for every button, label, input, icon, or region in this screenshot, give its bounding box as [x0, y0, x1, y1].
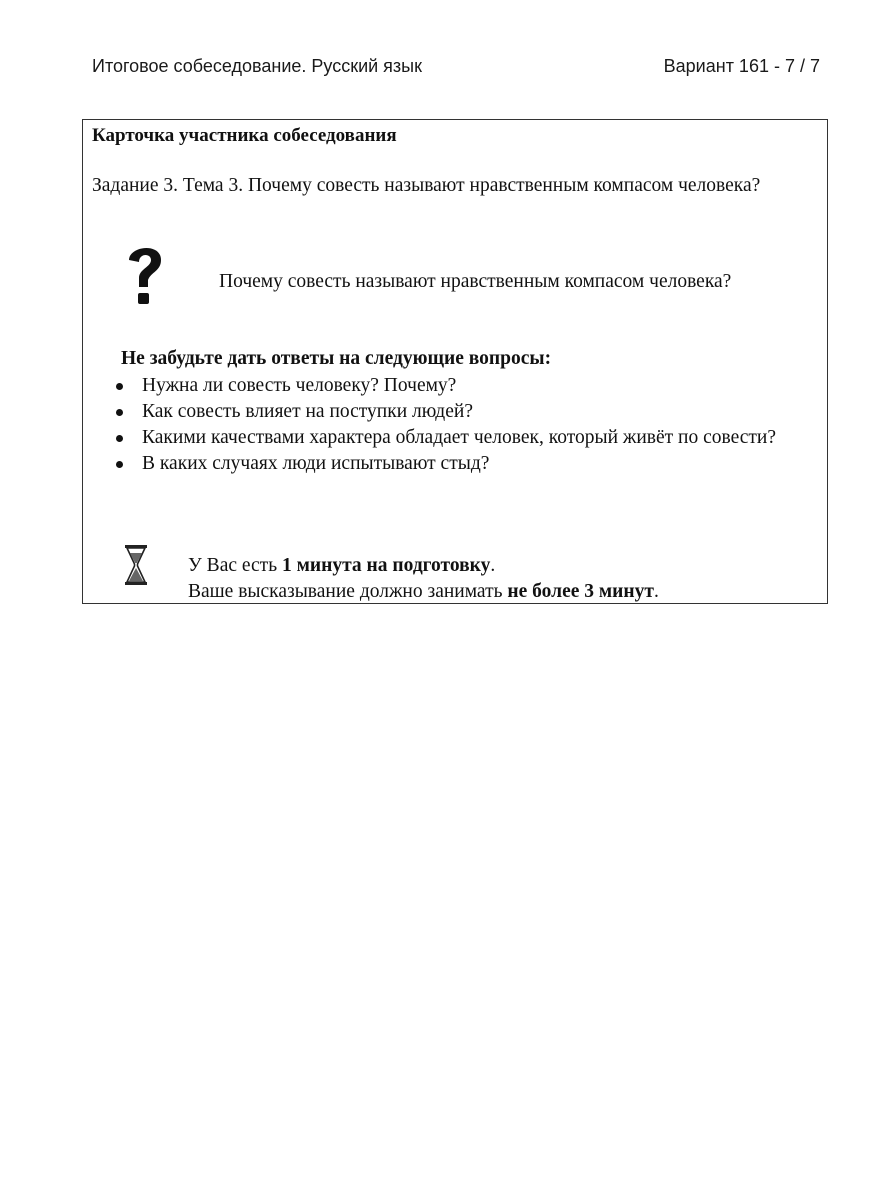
- variant-label: Вариант 161 - 7 / 7: [663, 56, 820, 76]
- bullet-icon: [116, 409, 123, 416]
- question-text: В каких случаях люди испытывают стыд?: [142, 453, 490, 474]
- prep-time: 1 минута на подготовку: [281, 555, 491, 576]
- bullet-icon: [116, 435, 123, 442]
- speech-prefix: Ваше высказывание должно занимать: [188, 581, 508, 602]
- list-item: [142, 399, 819, 425]
- bullet-icon: [116, 461, 123, 468]
- list-item: [142, 451, 819, 477]
- page-header: [92, 56, 820, 77]
- question-text: Как совесть влияет на поступки людей?: [142, 401, 473, 422]
- speech-time-line: [188, 579, 659, 605]
- exam-title: Итоговое собеседование. Русский язык: [92, 56, 422, 76]
- prep-prefix: У Вас есть: [188, 555, 282, 576]
- speech-suffix: .: [653, 581, 659, 602]
- question-list: [83, 373, 827, 477]
- list-item: [142, 425, 819, 451]
- prep-suffix: .: [490, 555, 496, 576]
- prep-time-line: [188, 553, 659, 579]
- participant-card: [82, 119, 828, 604]
- task-text: Задание 3. Тема 3. Почему совесть называют нравственным компасом человека?: [92, 175, 761, 196]
- hourglass-icon: [124, 544, 148, 586]
- reminder-title: Не забудьте дать ответы на следующие вопросы:: [121, 348, 552, 369]
- list-item: [142, 373, 819, 399]
- card-title: Карточка участника собеседования: [92, 125, 397, 146]
- question-text: Нужна ли совесть человеку? Почему?: [142, 375, 457, 396]
- question-text: Какими качествами характера обладает человек, который живёт по совести?: [142, 427, 777, 448]
- topic-question: Почему совесть называют нравственным компасом человека?: [219, 271, 732, 292]
- timing-info: [188, 553, 659, 605]
- speech-time: не более 3 минут: [507, 581, 654, 602]
- question-mark-icon: [125, 241, 165, 309]
- bullet-icon: [116, 383, 123, 390]
